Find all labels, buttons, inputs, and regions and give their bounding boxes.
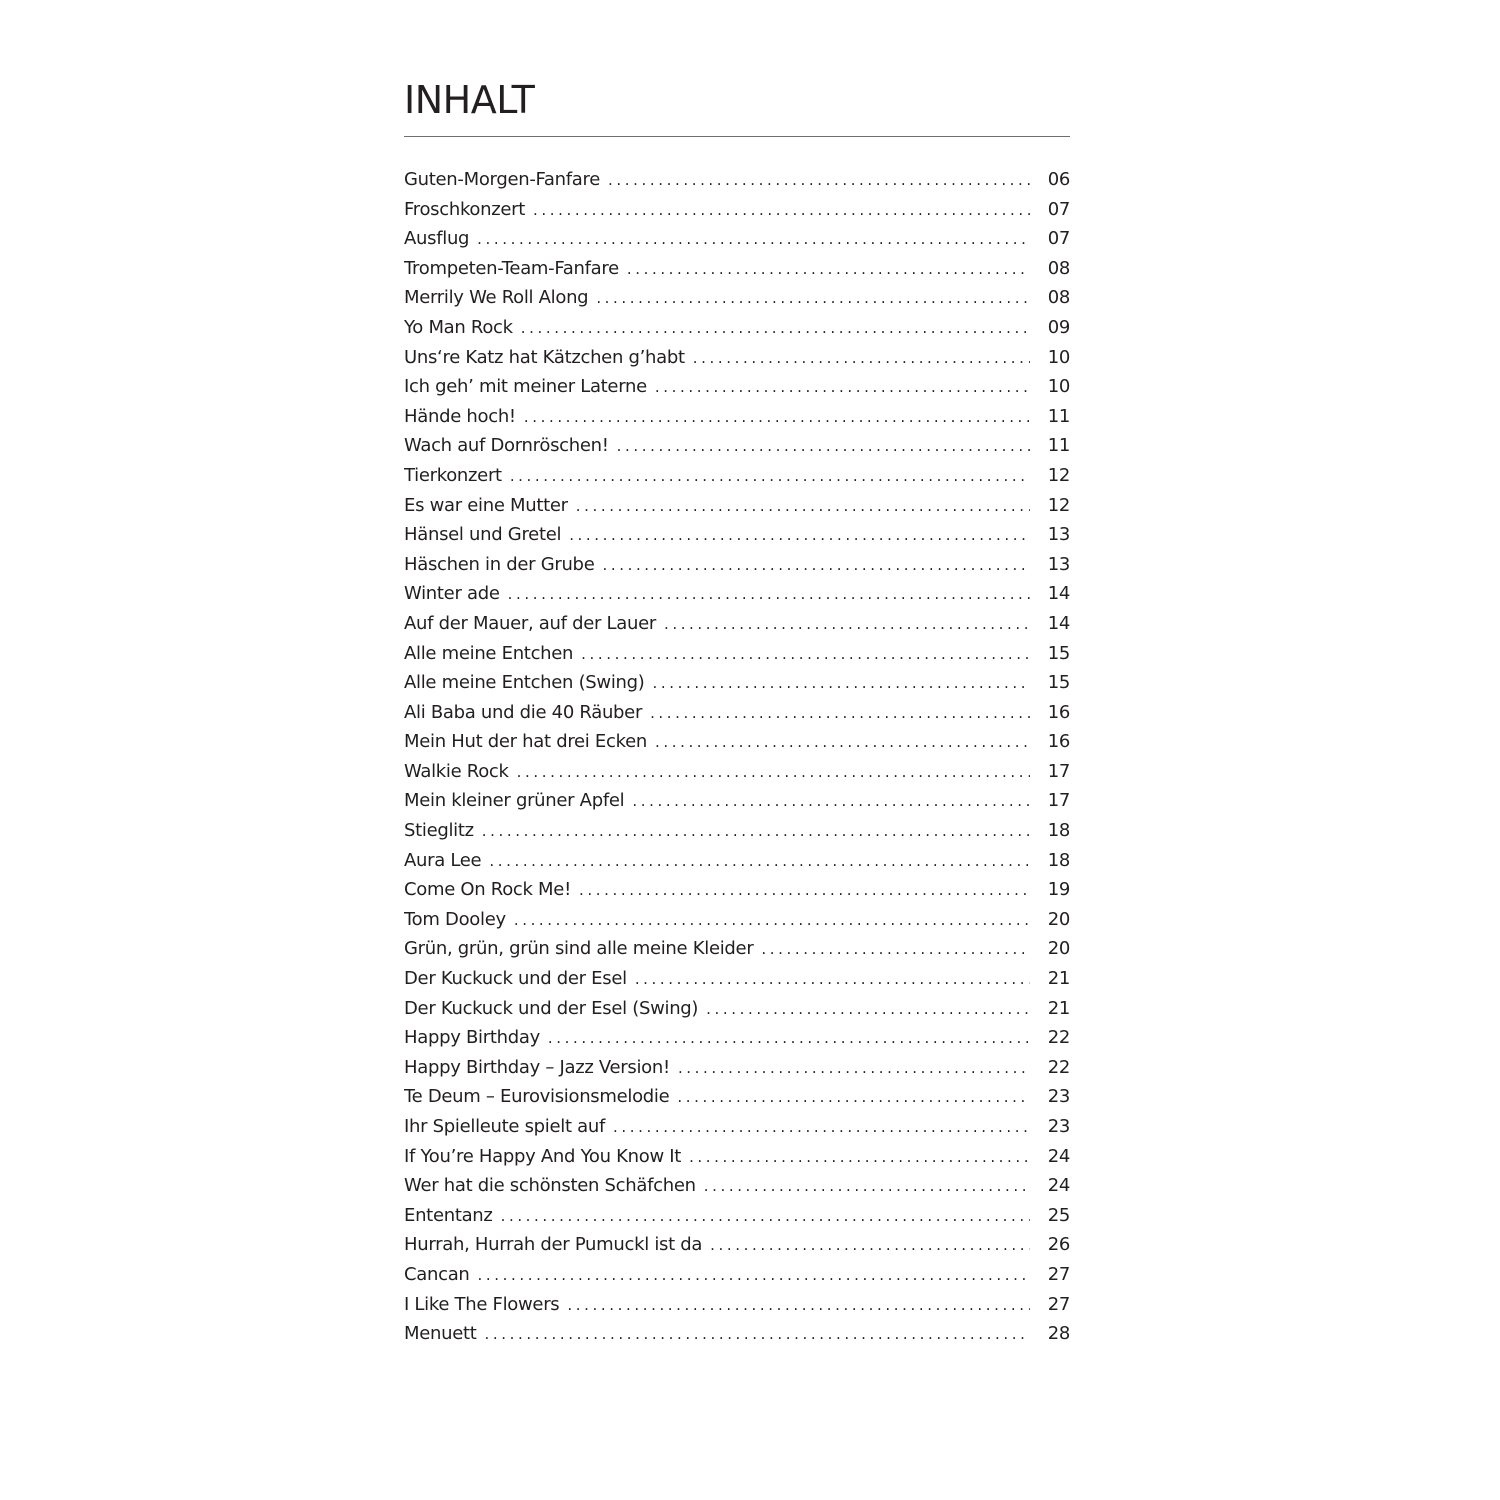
- toc-dot-leader: [569, 521, 1030, 550]
- toc-entry-page-number: 08: [1047, 287, 1070, 309]
- toc-dot-leader: [567, 1291, 1030, 1320]
- toc-entry-page-number: 12: [1047, 464, 1070, 486]
- toc-entry-page-number: 15: [1047, 672, 1070, 694]
- toc-entry-page-number: 10: [1047, 346, 1070, 368]
- toc-dot-leader: [521, 314, 1030, 343]
- toc-entry-page-number: 20: [1047, 908, 1070, 930]
- toc-entry-title: Ich geh’ mit meiner Laterne: [404, 376, 647, 398]
- toc-entry-page-number: 12: [1047, 494, 1070, 516]
- toc-entry-page-number: 10: [1047, 376, 1070, 398]
- toc-entry-page-number: 24: [1047, 1145, 1070, 1167]
- toc-dot-leader: [477, 225, 1030, 254]
- toc-entry-title: Der Kuckuck und der Esel: [404, 968, 627, 990]
- toc-dot-leader: [579, 876, 1030, 905]
- toc-entry: [404, 431, 1070, 461]
- toc-entry-page-number: 07: [1047, 228, 1070, 250]
- toc-dot-leader: [655, 373, 1030, 402]
- toc-entry-title: Cancan: [404, 1263, 470, 1285]
- toc-entry-title: Menuett: [404, 1323, 477, 1345]
- toc-entry-title: Trompeten-Team-Fanfare: [404, 257, 619, 279]
- toc-entry-title: Alle meine Entchen (Swing): [404, 672, 645, 694]
- toc-entry: [404, 1230, 1070, 1260]
- toc-entry-title: Te Deum – Eurovisionsmelodie: [404, 1086, 670, 1108]
- toc-entry-title: Tierkonzert: [404, 464, 502, 486]
- toc-entry-page-number: 11: [1047, 435, 1070, 457]
- toc-entry-title: Mein Hut der hat drei Ecken: [404, 731, 647, 753]
- toc-entry: [404, 520, 1070, 550]
- toc-entry: [404, 816, 1070, 846]
- toc-entry-title: If You’re Happy And You Know It: [404, 1145, 682, 1167]
- toc-entry-page-number: 22: [1047, 1056, 1070, 1078]
- toc-entry-title: Hurrah, Hurrah der Pumuckl ist da: [404, 1234, 703, 1256]
- toc-entry-page-number: 11: [1047, 405, 1070, 427]
- toc-entry: [404, 994, 1070, 1024]
- toc-entry-title: Yo Man Rock: [404, 316, 513, 338]
- toc-dot-leader: [596, 284, 1030, 313]
- toc-entry: [404, 550, 1070, 580]
- toc-entry: [404, 668, 1070, 698]
- toc-entry-page-number: 16: [1047, 701, 1070, 723]
- toc-dot-leader: [508, 580, 1030, 609]
- toc-dot-leader: [581, 640, 1030, 669]
- toc-entry-page-number: 17: [1047, 760, 1070, 782]
- toc-entry-page-number: 22: [1047, 1027, 1070, 1049]
- toc-entry-title: Hände hoch!: [404, 405, 516, 427]
- toc-entry: [404, 402, 1070, 432]
- toc-entry-title: Hänsel und Gretel: [404, 524, 562, 546]
- toc-entry-page-number: 09: [1047, 316, 1070, 338]
- toc-dot-leader: [485, 1320, 1030, 1349]
- toc-entry-title: Uns‘re Katz hat Kätzchen g’habt: [404, 346, 685, 368]
- toc-dot-leader: [761, 935, 1030, 964]
- toc-entry-title: Ausflug: [404, 228, 470, 250]
- toc-entry: [404, 1201, 1070, 1231]
- toc-entry-title: Wach auf Dornröschen!: [404, 435, 609, 457]
- toc-entry: [404, 1319, 1070, 1349]
- toc-entry-page-number: 25: [1047, 1204, 1070, 1226]
- toc-entry: [404, 1260, 1070, 1290]
- toc-entry-title: Merrily We Roll Along: [404, 287, 589, 309]
- toc-entry: [404, 1082, 1070, 1112]
- toc-dot-leader: [706, 995, 1030, 1024]
- toc-entry: [404, 786, 1070, 816]
- toc-entry-title: Wer hat die schönsten Schäfchen: [404, 1175, 696, 1197]
- toc-entry-title: Aura Lee: [404, 849, 482, 871]
- toc-entry-page-number: 17: [1047, 790, 1070, 812]
- toc-entry: [404, 491, 1070, 521]
- toc-dot-leader: [635, 965, 1030, 994]
- toc-dot-leader: [514, 906, 1030, 935]
- toc-entry: [404, 283, 1070, 313]
- toc-entry-page-number: 07: [1047, 198, 1070, 220]
- toc-entry: [404, 343, 1070, 373]
- toc-entry-page-number: 23: [1047, 1116, 1070, 1137]
- toc-dot-leader: [689, 1143, 1030, 1172]
- toc-entry: [404, 224, 1070, 254]
- toc-entry-page-number: 06: [1047, 169, 1070, 190]
- toc-dot-leader: [517, 758, 1030, 787]
- title-divider: [404, 136, 1070, 137]
- toc-entry-page-number: 18: [1047, 849, 1070, 871]
- toc-entry-title: Der Kuckuck und der Esel (Swing): [404, 997, 699, 1019]
- toc-entry: [404, 609, 1070, 639]
- toc-entry-page-number: 14: [1047, 612, 1070, 634]
- toc-dot-leader: [678, 1054, 1030, 1083]
- toc-entry-title: Ententanz: [404, 1204, 493, 1226]
- toc-dot-leader: [710, 1231, 1030, 1260]
- toc-entry-title: Happy Birthday: [404, 1027, 540, 1049]
- toc-entry-page-number: 13: [1047, 553, 1070, 575]
- toc-entry: [404, 846, 1070, 876]
- toc-list: [404, 165, 1070, 1349]
- toc-dot-leader: [482, 817, 1030, 846]
- toc-entry-title: Winter ade: [404, 583, 500, 605]
- toc-entry-title: Mein kleiner grüner Apfel: [404, 790, 625, 812]
- toc-dot-leader: [650, 699, 1030, 728]
- toc-dot-leader: [617, 432, 1030, 461]
- toc-entry: [404, 579, 1070, 609]
- toc-dot-leader: [576, 492, 1030, 521]
- toc-entry-title: Es war eine Mutter: [404, 494, 568, 516]
- toc-entry-page-number: 18: [1047, 820, 1070, 842]
- toc-entry-title: Häschen in der Grube: [404, 553, 595, 575]
- toc-entry: [404, 313, 1070, 343]
- toc-entry: [404, 727, 1070, 757]
- toc-dot-leader: [608, 166, 1030, 195]
- toc-entry-page-number: 21: [1047, 997, 1070, 1019]
- toc-entry-page-number: 21: [1047, 968, 1070, 990]
- toc-dot-leader: [548, 1024, 1030, 1053]
- toc-entry-title: Walkie Rock: [404, 760, 509, 782]
- toc-entry: [404, 875, 1070, 905]
- toc-entry: [404, 964, 1070, 994]
- toc-entry-title: Grün, grün, grün sind alle meine Kleider: [404, 938, 754, 960]
- toc-dot-leader: [655, 728, 1030, 757]
- toc-dot-leader: [664, 610, 1030, 639]
- toc-entry: [404, 639, 1070, 669]
- toc-dot-leader: [653, 669, 1030, 698]
- toc-entry: [404, 1171, 1070, 1201]
- toc-entry-title: Tom Dooley: [404, 908, 506, 930]
- toc-entry-title: Guten-Morgen-Fanfare: [404, 169, 601, 190]
- toc-entry-title: Come On Rock Me!: [404, 879, 571, 901]
- toc-entry-title: Ali Baba und die 40 Räuber: [404, 701, 643, 723]
- page-title: INHALT: [404, 78, 535, 122]
- toc-entry-title: Happy Birthday – Jazz Version!: [404, 1056, 670, 1078]
- toc-entry-title: Stieglitz: [404, 820, 474, 842]
- toc-entry-page-number: 16: [1047, 731, 1070, 753]
- toc-entry: [404, 195, 1070, 225]
- toc-entry-page-number: 20: [1047, 938, 1070, 960]
- toc-entry-title: I Like The Flowers: [404, 1293, 560, 1315]
- toc-entry-page-number: 26: [1047, 1234, 1070, 1256]
- toc-entry: [404, 1053, 1070, 1083]
- toc-entry-page-number: 19: [1047, 879, 1070, 901]
- toc-entry-page-number: 13: [1047, 524, 1070, 546]
- toc-entry-page-number: 14: [1047, 583, 1070, 605]
- toc-entry-title: Alle meine Entchen: [404, 642, 574, 664]
- toc-entry: [404, 165, 1070, 195]
- toc-entry: [404, 1290, 1070, 1320]
- toc-entry-page-number: 28: [1047, 1323, 1070, 1345]
- toc-dot-leader: [693, 344, 1030, 373]
- toc-entry-title: Ihr Spielleute spielt auf: [404, 1116, 606, 1137]
- toc-dot-leader: [627, 255, 1030, 284]
- toc-entry: [404, 1112, 1070, 1142]
- toc-entry-page-number: 27: [1047, 1263, 1070, 1285]
- toc-entry-title: Auf der Mauer, auf der Lauer: [404, 612, 656, 634]
- toc-dot-leader: [677, 1083, 1030, 1112]
- toc-dot-leader: [632, 787, 1030, 816]
- toc-dot-leader: [602, 551, 1030, 580]
- toc-dot-leader: [478, 1261, 1030, 1290]
- toc-entry: [404, 372, 1070, 402]
- toc-entry: [404, 461, 1070, 491]
- toc-dot-leader: [489, 847, 1030, 876]
- toc-dot-leader: [704, 1172, 1030, 1201]
- toc-entry: [404, 254, 1070, 284]
- toc-dot-leader: [524, 403, 1030, 432]
- toc-dot-leader: [533, 196, 1030, 225]
- toc-entry: [404, 905, 1070, 935]
- toc-entry: [404, 698, 1070, 728]
- toc-entry: [404, 934, 1070, 964]
- toc-entry-page-number: 15: [1047, 642, 1070, 664]
- toc-entry-title: Froschkonzert: [404, 198, 526, 220]
- toc-dot-leader: [510, 462, 1030, 491]
- toc-entry: [404, 1142, 1070, 1172]
- toc-entry-page-number: 24: [1047, 1175, 1070, 1197]
- toc-entry-page-number: 08: [1047, 257, 1070, 279]
- toc-entry: [404, 757, 1070, 787]
- toc-entry-page-number: 23: [1047, 1086, 1070, 1108]
- toc-entry-page-number: 27: [1047, 1293, 1070, 1315]
- toc-dot-leader: [501, 1202, 1030, 1231]
- toc-entry: [404, 1023, 1070, 1053]
- toc-dot-leader: [613, 1113, 1030, 1142]
